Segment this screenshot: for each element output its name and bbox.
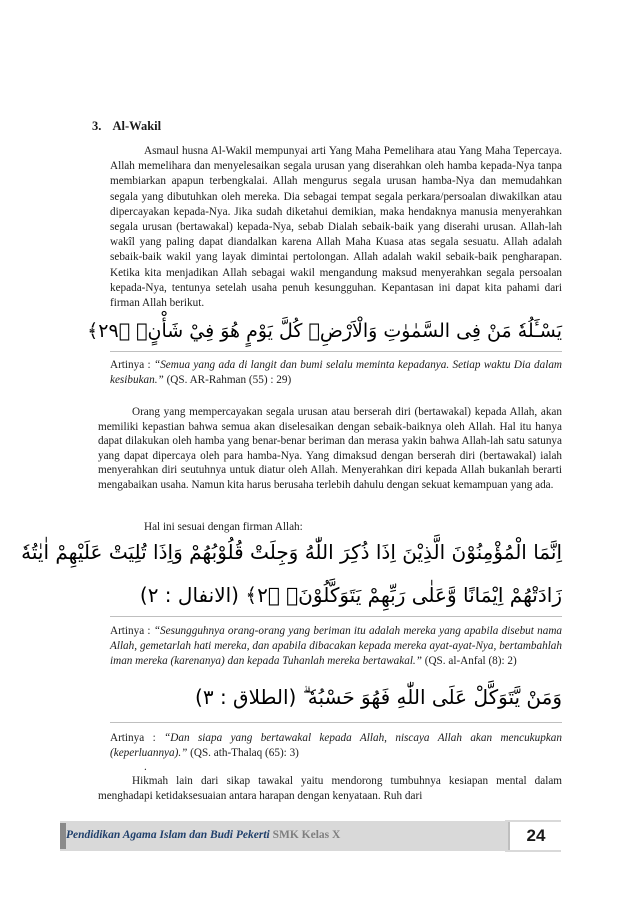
stray-period: . xyxy=(144,761,147,773)
divider-rule xyxy=(110,351,562,352)
verse-ar-rahman-translation xyxy=(110,358,562,388)
section-heading xyxy=(92,119,161,134)
translation-text: “Semua yang ada di langit dan bumi selalu meminta kepadanya. Setiap waktu Dia dalam kesibukan.” xyxy=(110,359,562,387)
verse-al-anfal-arabic-line2: زَادَتْهُمْ اِيْمَانًا وَّعَلٰى رَبِّهِمْ يَتَوَكَّلُوْنَۙ ﴿٢﴾ (الانفال : ٢) xyxy=(139,583,562,607)
paragraph-al-wakil-intro: Asmaul husna Al-Wakil mempunyai arti Yang Maha Pemelihara atau Yang Maha Tepercaya. Allah memelihara dan menyelesaikan segala urusan yang diserahkan oleh hamba kepada-Nya tanpa membiarkan apapun terbengkalai. Allah mengurus segala urusan hamba-Nya dan memudahkan segala yang dibutuhkan oleh mereka. Dia sebagai tempat segala perkara/persoalan diwakilkan atau dipercayakan kepada-Nya. Jika sudah diketahui demikian, maka hendaknya manusia menyerahkan segala urusan (bertawakal) kepada-Nya, sebab Dialah sebaik-baik yang diserahi urusan. Allah-lah wakîl yang paling dapat diandalkan karena Allah Maha Kuasa atas segala sesuatu. Allah adalah sebaik-baik wakil yang layak dimintai pertolongan. Allah adalah wakil sebaik-baik pengharapan. Ketika kita menjadikan Allah sebagai wakil mengandung maksud menyerahkan segala persoalan kepada-Nya, tentunya setelah usaha penuh kesungguhan. Kepantasan ini dapat kita pahami dari firman Allah berikut. xyxy=(110,145,562,310)
divider-rule xyxy=(110,616,562,617)
paragraph-transition: Hal ini sesuai dengan firman Allah: xyxy=(144,521,303,533)
translation-label: Artinya : xyxy=(110,625,154,637)
verse-ar-rahman-arabic: يَسْـَٔلُهٗ مَنْ فِى السَّمٰوٰتِ وَالْاَرْضِۗ كُلَّ يَوْمٍ هُوَ فِيْ شَأْنٍۚ ﴿٢٩﴾ xyxy=(87,320,562,342)
footer-book-title xyxy=(66,829,340,841)
verse-al-anfal-translation xyxy=(110,624,562,670)
section-title: Al-Wakil xyxy=(112,119,162,133)
verse-reference: (QS. AR-Rahman (55) : 29) xyxy=(163,374,292,387)
footer-title: Pendidikan Agama Islam dan Budi Pekerti xyxy=(66,829,270,841)
verse-reference: (QS. al-Anfal (8): 2) xyxy=(421,655,517,668)
translation-label: Artinya : xyxy=(110,359,154,371)
verse-ath-thalaq-translation xyxy=(110,731,562,761)
page-number: 24 xyxy=(508,822,562,850)
translation-text: “Sesungguhnya orang-orang yang beriman itu adalah mereka yang apabila disebut nama Allah, gemetarlah hati mereka, dan apabila dibacakan kepada mereka ayat-ayat-Nya, bertambahlah iman mereka (karenanya) dan kepada Tuhanlah mereka bertawakal.” xyxy=(110,625,562,668)
paragraph-hikmah: Hikmah lain dari sikap tawakal yaitu mendorong tumbuhnya kesiapan mental dalam menghadapi ketidaksesuaian antara harapan dengan kenyataan. Ruh dari xyxy=(98,775,562,803)
divider-rule xyxy=(110,722,562,723)
verse-ath-thalaq-arabic: وَمَنْ يَّتَوَكَّلْ عَلَى اللّٰهِ فَهُوَ حَسْبُهٗ ۗ (الطلاق : ٣) xyxy=(195,685,562,709)
verse-al-anfal-arabic-line1: اِنَّمَا الْمُؤْمِنُوْنَ الَّذِيْنَ اِذَا ذُكِرَ اللّٰهُ وَجِلَتْ قُلُوْبُهُمْ وَاِذَا تُلِيَتْ عَلَيْهِمْ اٰيٰتُهٗ xyxy=(21,540,562,564)
translation-label: Artinya : xyxy=(110,732,165,744)
footer-subtitle: SMK Kelas X xyxy=(269,829,341,841)
translation-text: “Dan siapa yang bertawakal kepada Allah, niscaya Allah akan mencukupkan (keperluannya).” xyxy=(110,732,562,760)
section-number: 3. xyxy=(92,119,102,133)
verse-reference: (QS. ath-Thalaq (65): 3) xyxy=(187,747,299,760)
paragraph-tawakal: Orang yang mempercayakan segala urusan atau berserah diri (bertawakal) kepada Allah, akan memiliki kepastian bahwa semua akan diselesaikan dengan sebaik-baiknya oleh Allah. Hal itu hanya dapat dilakukan oleh hamba yang benar-benar beriman dan merasa yakin bahwa Allah-lah satu satunya yang dapat dipercaya oleh para hamba-Nya. Yang dimaksud dengan berserah diri (bertawakal) ialah menyerahkan diri seutuhnya untuk diatur oleh Allah. Menyerahkan diri kepada Allah bukanlah berarti mengabaikan usaha. Namun kita harus berusaha terlebih dahulu dengan sekuat kemampuan yang ada. xyxy=(98,406,562,491)
